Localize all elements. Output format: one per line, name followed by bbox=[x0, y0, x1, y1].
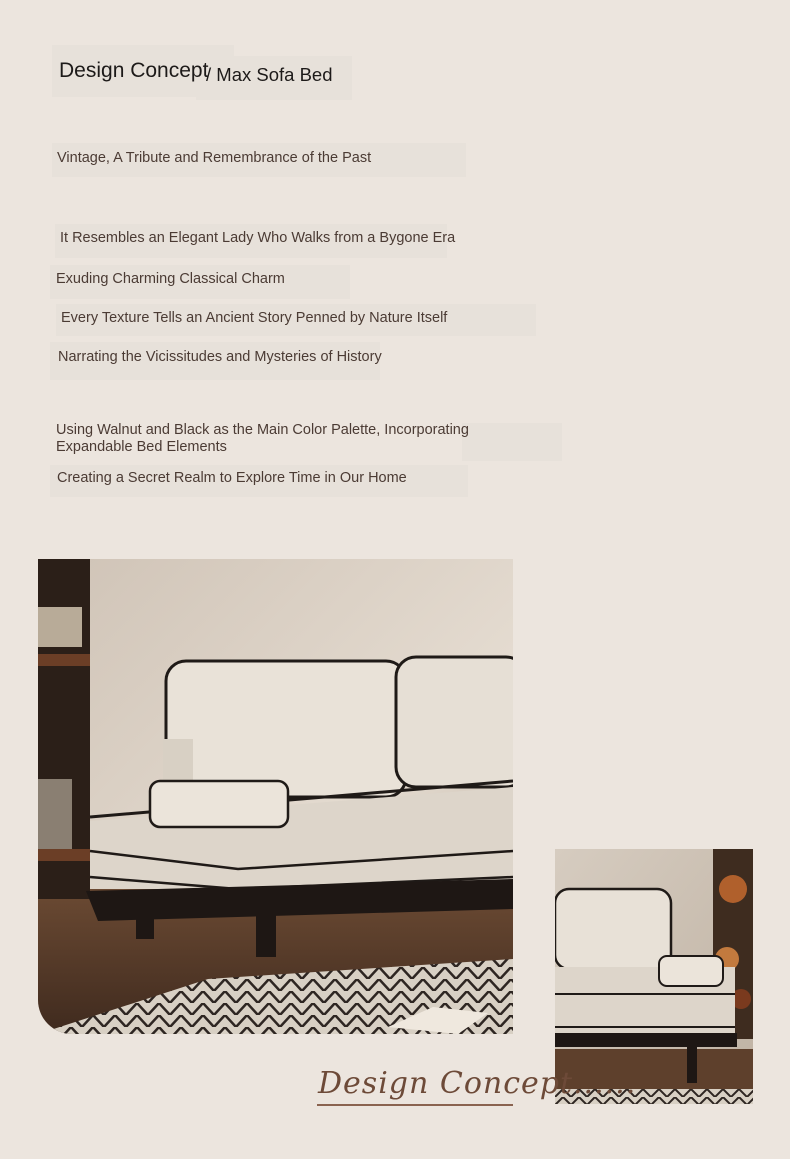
page-title: Design Concept bbox=[59, 59, 209, 82]
concept-line: Every Texture Tells an Ancient Story Penned by Nature Itself bbox=[61, 310, 448, 326]
sofa-main-photo bbox=[38, 559, 513, 1034]
page-subtitle: / Max Sofa Bed bbox=[206, 64, 333, 85]
concept-line: Using Walnut and Black as the Main Color Palette, Incorporating bbox=[56, 422, 469, 438]
concept-line: It Resembles an Elegant Lady Who Walks from a Bygone Era bbox=[60, 230, 456, 246]
concept-line: Exuding Charming Classical Charm bbox=[56, 271, 285, 287]
concept-line: Expandable Bed Elements bbox=[56, 439, 227, 455]
concept-line: Narrating the Vicissitudes and Mysteries of History bbox=[58, 349, 382, 365]
line-backdrop bbox=[462, 423, 562, 461]
script-underline bbox=[317, 1104, 513, 1106]
concept-line: Creating a Secret Realm to Explore Time in Our Home bbox=[57, 470, 407, 486]
concept-line: Vintage, A Tribute and Remembrance of the Past bbox=[57, 150, 372, 166]
design-concept-script: Design Concept...... bbox=[318, 1066, 637, 1101]
